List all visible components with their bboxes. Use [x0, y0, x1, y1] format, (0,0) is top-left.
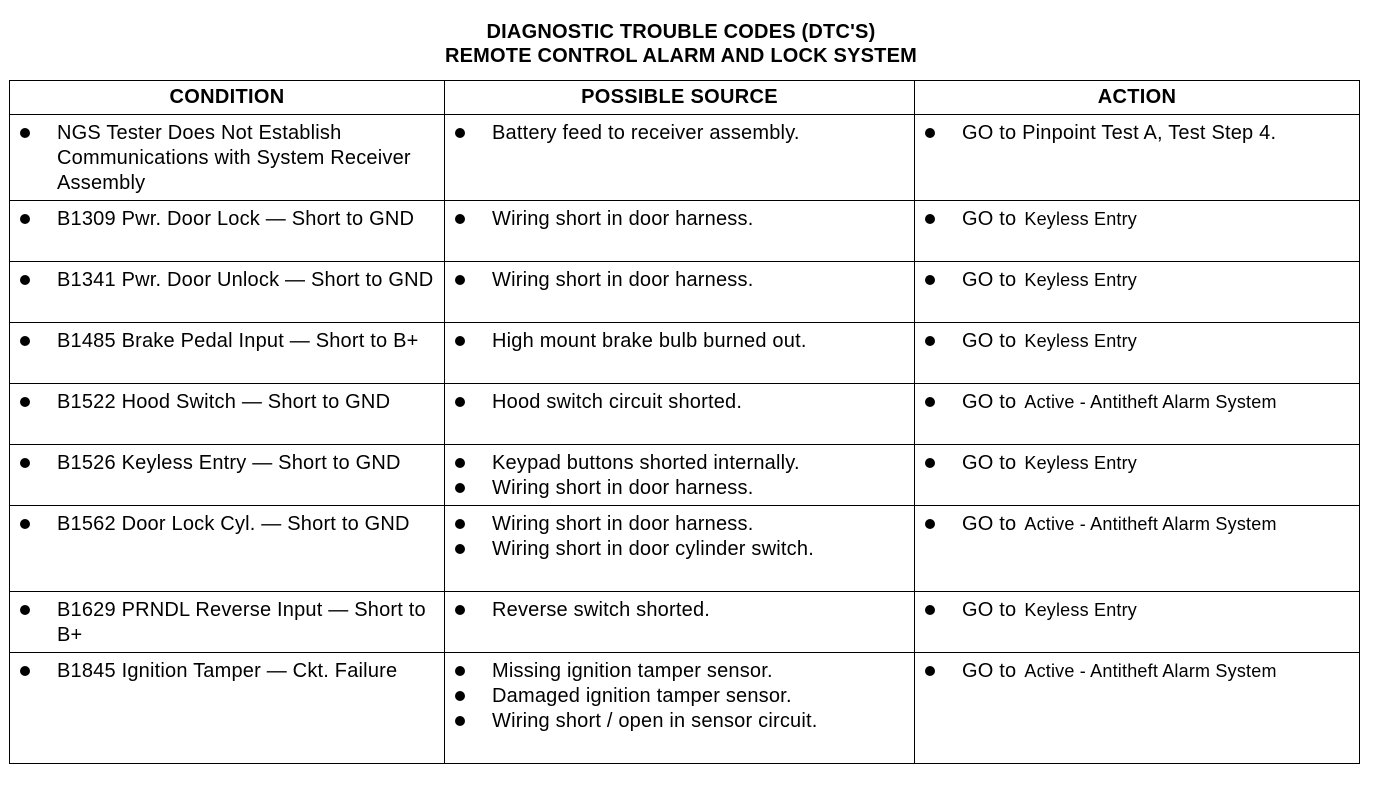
source-text: Keypad buttons shorted internally. [492, 452, 800, 474]
action-link-keyless-entry[interactable]: Keyless Entry [1024, 453, 1137, 473]
document-title [0, 20, 1362, 68]
action-link-keyless-entry[interactable]: Keyless Entry [1024, 209, 1137, 229]
title-line-2: REMOTE CONTROL ALARM AND LOCK SYSTEM [444, 45, 917, 67]
action-cell [915, 653, 1360, 764]
condition-text: B1522 Hood Switch — Short to GND [57, 391, 391, 413]
bullet-icon [925, 128, 935, 138]
bullet-icon [20, 275, 30, 285]
table-row [10, 506, 1360, 592]
source-text: High mount brake bulb burned out. [492, 330, 807, 352]
source-text: Wiring short in door cylinder switch. [492, 538, 814, 560]
header-possible-source: POSSIBLE SOURCE [445, 81, 915, 115]
source-text: Reverse switch shorted. [492, 599, 711, 621]
condition-cell [10, 201, 445, 262]
action-prefix: GO to [962, 269, 1017, 291]
bullet-icon [455, 666, 465, 676]
source-cell [445, 201, 915, 262]
condition-cell [10, 115, 445, 201]
bullet-icon [20, 458, 30, 468]
action-link-antitheft-alarm[interactable]: Active - Antitheft Alarm System [1024, 661, 1277, 681]
action-prefix: GO to [962, 208, 1017, 230]
action-prefix: GO to [962, 452, 1017, 474]
condition-text: B1629 PRNDL Reverse Input — Short to B+ [57, 599, 426, 646]
action-link-antitheft-alarm[interactable]: Active - Antitheft Alarm System [1024, 514, 1277, 534]
source-text: Wiring short in door harness. [492, 208, 754, 230]
source-cell [445, 115, 915, 201]
bullet-icon [925, 275, 935, 285]
condition-cell [10, 445, 445, 506]
bullet-icon [455, 716, 465, 726]
action-cell [915, 323, 1360, 384]
action-link-keyless-entry[interactable]: Keyless Entry [1024, 600, 1137, 620]
source-text: Wiring short in door harness. [492, 269, 754, 291]
bullet-icon [20, 336, 30, 346]
table-row [10, 653, 1360, 764]
bullet-icon [20, 666, 30, 676]
source-text: Wiring short in door harness. [492, 513, 754, 535]
bullet-icon [455, 336, 465, 346]
bullet-icon [455, 519, 465, 529]
action-cell [915, 445, 1360, 506]
source-cell [445, 592, 915, 653]
action-prefix: GO to [962, 391, 1017, 413]
bullet-icon [455, 397, 465, 407]
condition-cell [10, 262, 445, 323]
action-prefix: GO to [962, 599, 1017, 621]
condition-cell [10, 592, 445, 653]
source-cell [445, 262, 915, 323]
action-cell [915, 384, 1360, 445]
bullet-icon [455, 128, 465, 138]
source-text: Damaged ignition tamper sensor. [492, 685, 792, 707]
condition-text: NGS Tester Does Not Establish Communications with System Receiver Assembly [57, 122, 411, 194]
bullet-icon [925, 214, 935, 224]
bullet-icon [455, 275, 465, 285]
bullet-icon [455, 483, 465, 493]
source-cell [445, 506, 915, 592]
action-cell [915, 201, 1360, 262]
table-row [10, 592, 1360, 653]
condition-text: B1485 Brake Pedal Input — Short to B+ [57, 330, 419, 352]
action-prefix: GO to [962, 330, 1017, 352]
bullet-icon [455, 605, 465, 615]
condition-text: B1341 Pwr. Door Unlock — Short to GND [57, 269, 434, 291]
bullet-icon [20, 605, 30, 615]
condition-cell [10, 506, 445, 592]
source-text: Battery feed to receiver assembly. [492, 122, 800, 144]
bullet-icon [925, 666, 935, 676]
action-cell [915, 115, 1360, 201]
action-link-antitheft-alarm[interactable]: Active - Antitheft Alarm System [1024, 392, 1277, 412]
bullet-icon [925, 605, 935, 615]
source-text: Hood switch circuit shorted. [492, 391, 743, 413]
bullet-icon [925, 336, 935, 346]
bullet-icon [925, 458, 935, 468]
table-row [10, 445, 1360, 506]
action-cell [915, 506, 1360, 592]
source-cell [445, 653, 915, 764]
table-row [10, 384, 1360, 445]
header-action: ACTION [915, 81, 1360, 115]
source-cell [445, 323, 915, 384]
bullet-icon [455, 691, 465, 701]
action-text: GO to Pinpoint Test A, Test Step 4. [962, 122, 1277, 144]
bullet-icon [455, 458, 465, 468]
bullet-icon [20, 519, 30, 529]
table-row [10, 201, 1360, 262]
header-condition: CONDITION [10, 81, 445, 115]
action-prefix: GO to [962, 513, 1017, 535]
condition-text: B1562 Door Lock Cyl. — Short to GND [57, 513, 410, 535]
action-cell [915, 262, 1360, 323]
bullet-icon [20, 397, 30, 407]
title-line-1: DIAGNOSTIC TROUBLE CODES (DTC'S) [486, 21, 876, 43]
source-text: Wiring short / open in sensor circuit. [492, 710, 818, 732]
source-text: Missing ignition tamper sensor. [492, 660, 773, 682]
table-row [10, 323, 1360, 384]
condition-text: B1309 Pwr. Door Lock — Short to GND [57, 208, 415, 230]
bullet-icon [925, 519, 935, 529]
condition-cell [10, 653, 445, 764]
bullet-icon [925, 397, 935, 407]
action-prefix: GO to [962, 660, 1017, 682]
source-text: Wiring short in door harness. [492, 477, 754, 499]
bullet-icon [455, 214, 465, 224]
condition-cell [10, 384, 445, 445]
condition-cell [10, 323, 445, 384]
bullet-icon [20, 128, 30, 138]
source-cell [445, 445, 915, 506]
action-link-keyless-entry[interactable]: Keyless Entry [1024, 331, 1137, 351]
table-row [10, 115, 1360, 201]
dtc-table [9, 80, 1360, 764]
header-row [10, 81, 1360, 115]
condition-text: B1526 Keyless Entry — Short to GND [57, 452, 401, 474]
source-cell [445, 384, 915, 445]
bullet-icon [20, 214, 30, 224]
action-cell [915, 592, 1360, 653]
action-link-keyless-entry[interactable]: Keyless Entry [1024, 270, 1137, 290]
bullet-icon [455, 544, 465, 554]
condition-text: B1845 Ignition Tamper — Ckt. Failure [57, 660, 398, 682]
table-row [10, 262, 1360, 323]
